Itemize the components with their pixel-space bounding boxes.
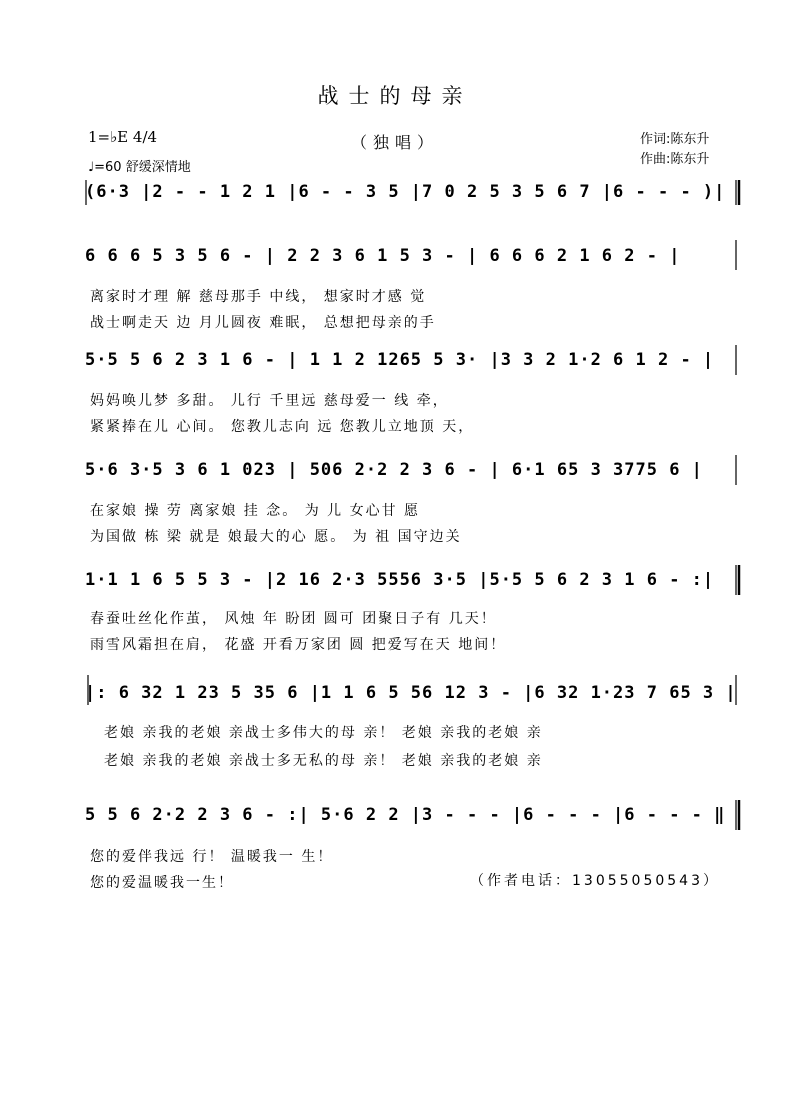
lyric-line-7-verse-2: 您的爱温暖我一生！ [90,875,234,891]
lyric-line-7-verse-1: 您的爱伴我远 行！ 温暖我一 生！ [90,849,334,865]
lyric-line-2-verse-1: 离家时才理 解 慈母那手 中线， 想家时才感 觉 [90,289,427,305]
song-title: 战士的母亲 [317,84,473,108]
lyric-line-5-verse-2: 雨雪风霜担在肩， 花盛 开看万家团 圆 把爱写在天 地间！ [90,637,507,653]
notation-line-4: 5·6 3·5 3 6 1 023 | 506 2·2 2 3 6 - | 6·1 65 3 3775 6 | [85,460,703,480]
song-subtitle: （独唱） [350,133,439,152]
notation-line-2: 6 6 6 5 3 5 6 - | 2 2 3 6 1 5 3 - | 6 6 6 2 1 6 2 - | [85,246,681,266]
lyric-line-6-verse-1: 老娘 亲我的老娘 亲战士多伟大的母 亲！ 老娘 亲我的老娘 亲 [104,725,543,741]
notation-line-5: 1·1 1 6 5 5 3 - |2 16 2·3 5556 3·5 |5·5 5 6 2 3 1 6 - :| [85,570,715,590]
notation-line-1: (6·3 |2 - - 1 2 1 |6 - - 3 5 |7 0 2 5 3 5 6 7 |6 - - - )| [85,182,726,202]
tempo-marking: ♩=60 舒缓深情地 [88,160,191,175]
lyric-line-5-verse-1: 春蚕吐丝化作茧， 风烛 年 盼团 圆可 团聚日子有 几天！ [90,611,497,627]
notation-line-6: |: 6 32 1 23 5 35 6 |1 1 6 5 56 12 3 - |6 32 1·23 7 65 3 | [85,683,737,703]
lyric-line-2-verse-2: 战士啊走天 边 月儿圆夜 难眠， 总想把母亲的手 [90,315,436,331]
lyric-line-3-verse-2: 紧紧捧在儿 心间。 您教儿志向 远 您教儿立地顶 天， [90,419,475,435]
lyric-line-4-verse-1: 在家娘 操 劳 离家娘 挂 念。 为 儿 女心甘 愿 [90,503,421,519]
notation-line-7: 5 5 6 2·2 2 3 6 - :| 5·6 2 2 |3 - - - |6 - - - |6 - - - ‖ [85,805,726,825]
lyric-line-6-verse-2: 老娘 亲我的老娘 亲战士多无私的母 亲！ 老娘 亲我的老娘 亲 [104,753,543,769]
key-signature: 1=♭E 4/4 [88,128,158,146]
lyric-line-3-verse-1: 妈妈唤儿梦 多甜。 儿行 千里远 慈母爱一 线 牵， [90,393,449,409]
author-contact: （作者电话：13055050543） [470,873,720,889]
lyric-line-4-verse-2: 为国做 栋 梁 就是 娘最大的心 愿。 为 祖 国守边关 [90,529,462,545]
lyricist-credit: 作词:陈东升 [640,132,710,147]
composer-credit: 作曲:陈东升 [640,152,710,167]
notation-line-3: 5·5 5 6 2 3 1 6 - | 1 1 2 1265 5 3· |3 3 2 1·2 6 1 2 - | [85,350,715,370]
